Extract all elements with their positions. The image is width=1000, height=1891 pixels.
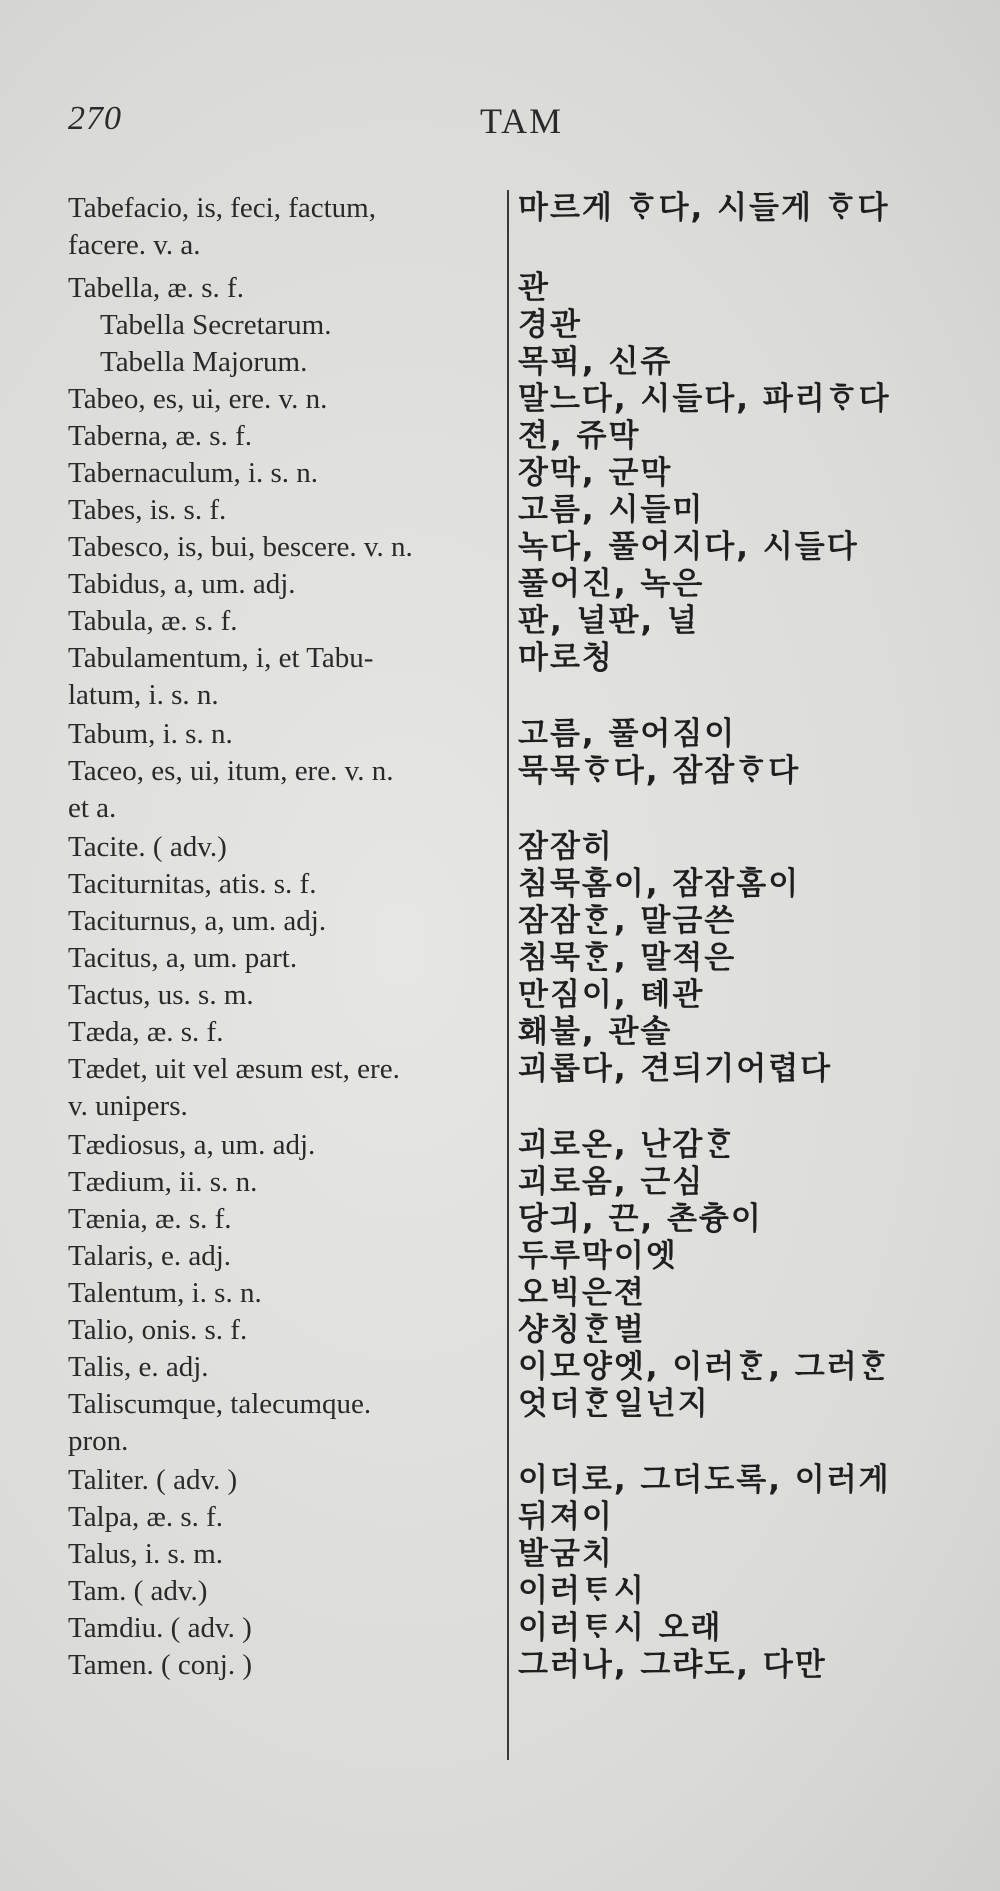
latin-headword: Tamdiu. ( adv. ) [68, 1612, 252, 1644]
korean-definition: 고름, 풀어짐이 [518, 716, 737, 752]
korean-definition: 목픽, 신쥬 [518, 344, 673, 380]
latin-headword: Tabella Majorum. [100, 346, 308, 378]
korean-definition: 괴로온, 난감ᄒᆞᆫ [518, 1127, 737, 1163]
korean-definition: 그러나, 그랴도, 다만 [518, 1647, 827, 1683]
latin-headword: Tædiosus, a, um. adj. [68, 1129, 316, 1161]
korean-definition: 관 [518, 270, 550, 306]
korean-definition: 잠잠ᄒᆞᆫ, 말금쓴 [518, 903, 737, 939]
korean-definition: 판, 널판, 널 [518, 603, 699, 639]
korean-definition: 괴롭다, 견듸기어렵다 [518, 1051, 833, 1087]
korean-definition: 두루막이엣 [518, 1238, 678, 1274]
latin-headword: Taceo, es, ui, itum, ere. v. n. et a. [68, 755, 394, 824]
page-number: 270 [68, 100, 122, 137]
korean-definition: 잠잠히 [518, 829, 614, 865]
korean-definition: 뒤져이 [518, 1499, 614, 1535]
korean-definition: 당긔, 끈, 촌츙이 [518, 1201, 763, 1237]
latin-headword: Talio, onis. s. f. [68, 1314, 248, 1346]
korean-definition: 침묵홈이, 잠잠홈이 [518, 866, 801, 902]
korean-definition: 녹다, 풀어지다, 시들다 [518, 529, 859, 565]
korean-definition: 침묵ᄒᆞᆫ, 말적은 [518, 940, 737, 976]
latin-headword: Tactus, us. s. m. [68, 979, 254, 1011]
latin-headword: Tabum, i. s. n. [68, 718, 233, 750]
latin-headword: Talpa, æ. s. f. [68, 1501, 224, 1533]
latin-headword: Tædium, ii. s. n. [68, 1166, 258, 1198]
latin-headword: Taliscumque, talecumque. pron. [68, 1388, 372, 1457]
korean-definition: 경관 [518, 307, 582, 343]
korean-definition: 이더로, 그더도록, 이러게 [518, 1462, 891, 1498]
latin-headword: Talis, e. adj. [68, 1351, 209, 1383]
korean-definition: 샹칭ᄒᆞᆫ벌 [518, 1312, 646, 1348]
latin-headword: Tabulamentum, i, et Tabu- latum, i. s. n. [68, 642, 374, 711]
latin-headword: Taciturnus, a, um. adj. [68, 905, 327, 937]
korean-definition: 풀어진, 녹은 [518, 566, 705, 602]
korean-definition: 젼, 쥬막 [518, 418, 641, 454]
latin-headword: Talus, i. s. m. [68, 1538, 224, 1570]
korean-definition: 마로청 [518, 640, 614, 676]
latin-headword: Taberna, æ. s. f. [68, 420, 252, 452]
korean-definition: 이러ᄐᆞ시 [518, 1573, 646, 1609]
latin-headword: Tænia, æ. s. f. [68, 1203, 232, 1235]
latin-headword: Tædet, uit vel æsum est, ere. v. unipers. [68, 1053, 400, 1122]
korean-definition: 엇더ᄒᆞᆫ일넌지 [518, 1386, 710, 1422]
korean-definition: 괴로옴, 근심 [518, 1164, 705, 1200]
latin-headword: Taliter. ( adv. ) [68, 1464, 238, 1496]
korean-definition: 이모양엣, 이러ᄒᆞᆫ, 그러ᄒᆞᆫ [518, 1349, 891, 1385]
latin-headword: Tabes, is. s. f. [68, 494, 227, 526]
latin-headword: Talaris, e. adj. [68, 1240, 232, 1272]
latin-headword: Tabidus, a, um. adj. [68, 568, 296, 600]
korean-definition: 만짐이, 톄관 [518, 977, 705, 1013]
latin-headword: Taciturnitas, atis. s. f. [68, 868, 317, 900]
latin-headword: Talentum, i. s. n. [68, 1277, 262, 1309]
latin-headword: Tabefacio, is, feci, factum, facere. v. a. [68, 192, 376, 261]
latin-headword: Tacitus, a, um. part. [68, 942, 298, 974]
korean-definition: 고름, 시들미 [518, 492, 705, 528]
korean-definition: 홰불, 관솔 [518, 1014, 673, 1050]
latin-headword: Tabella Secretarum. [100, 309, 332, 341]
latin-headword: Tamen. ( conj. ) [68, 1649, 252, 1681]
korean-definition: 이러ᄐᆞ시 오래 [518, 1610, 723, 1646]
korean-definition: 말느다, 시들다, 파리ᄒᆞ다 [518, 381, 891, 417]
latin-headword: Tabernaculum, i. s. n. [68, 457, 319, 489]
latin-headword: Tabula, æ. s. f. [68, 605, 238, 637]
latin-headword: Tacite. ( adv.) [68, 831, 227, 863]
running-head: TAM [480, 101, 564, 141]
latin-headword: Tabesco, is, bui, bescere. v. n. [68, 531, 413, 563]
korean-definition: 오빅은젼 [518, 1275, 646, 1311]
latin-headword: Tam. ( adv.) [68, 1575, 208, 1607]
korean-definition: 마르게 ᄒᆞ다, 시들게 ᄒᆞ다 [518, 190, 890, 226]
korean-definition: 발굼치 [518, 1536, 614, 1572]
korean-definition: 묵묵ᄒᆞ다, 잠잠ᄒᆞ다 [518, 753, 801, 789]
latin-headword: Tæda, æ. s. f. [68, 1016, 224, 1048]
latin-headword: Tabella, æ. s. f. [68, 272, 244, 304]
latin-headword: Tabeo, es, ui, ere. v. n. [68, 383, 328, 415]
korean-definition: 장막, 군막 [518, 455, 673, 491]
